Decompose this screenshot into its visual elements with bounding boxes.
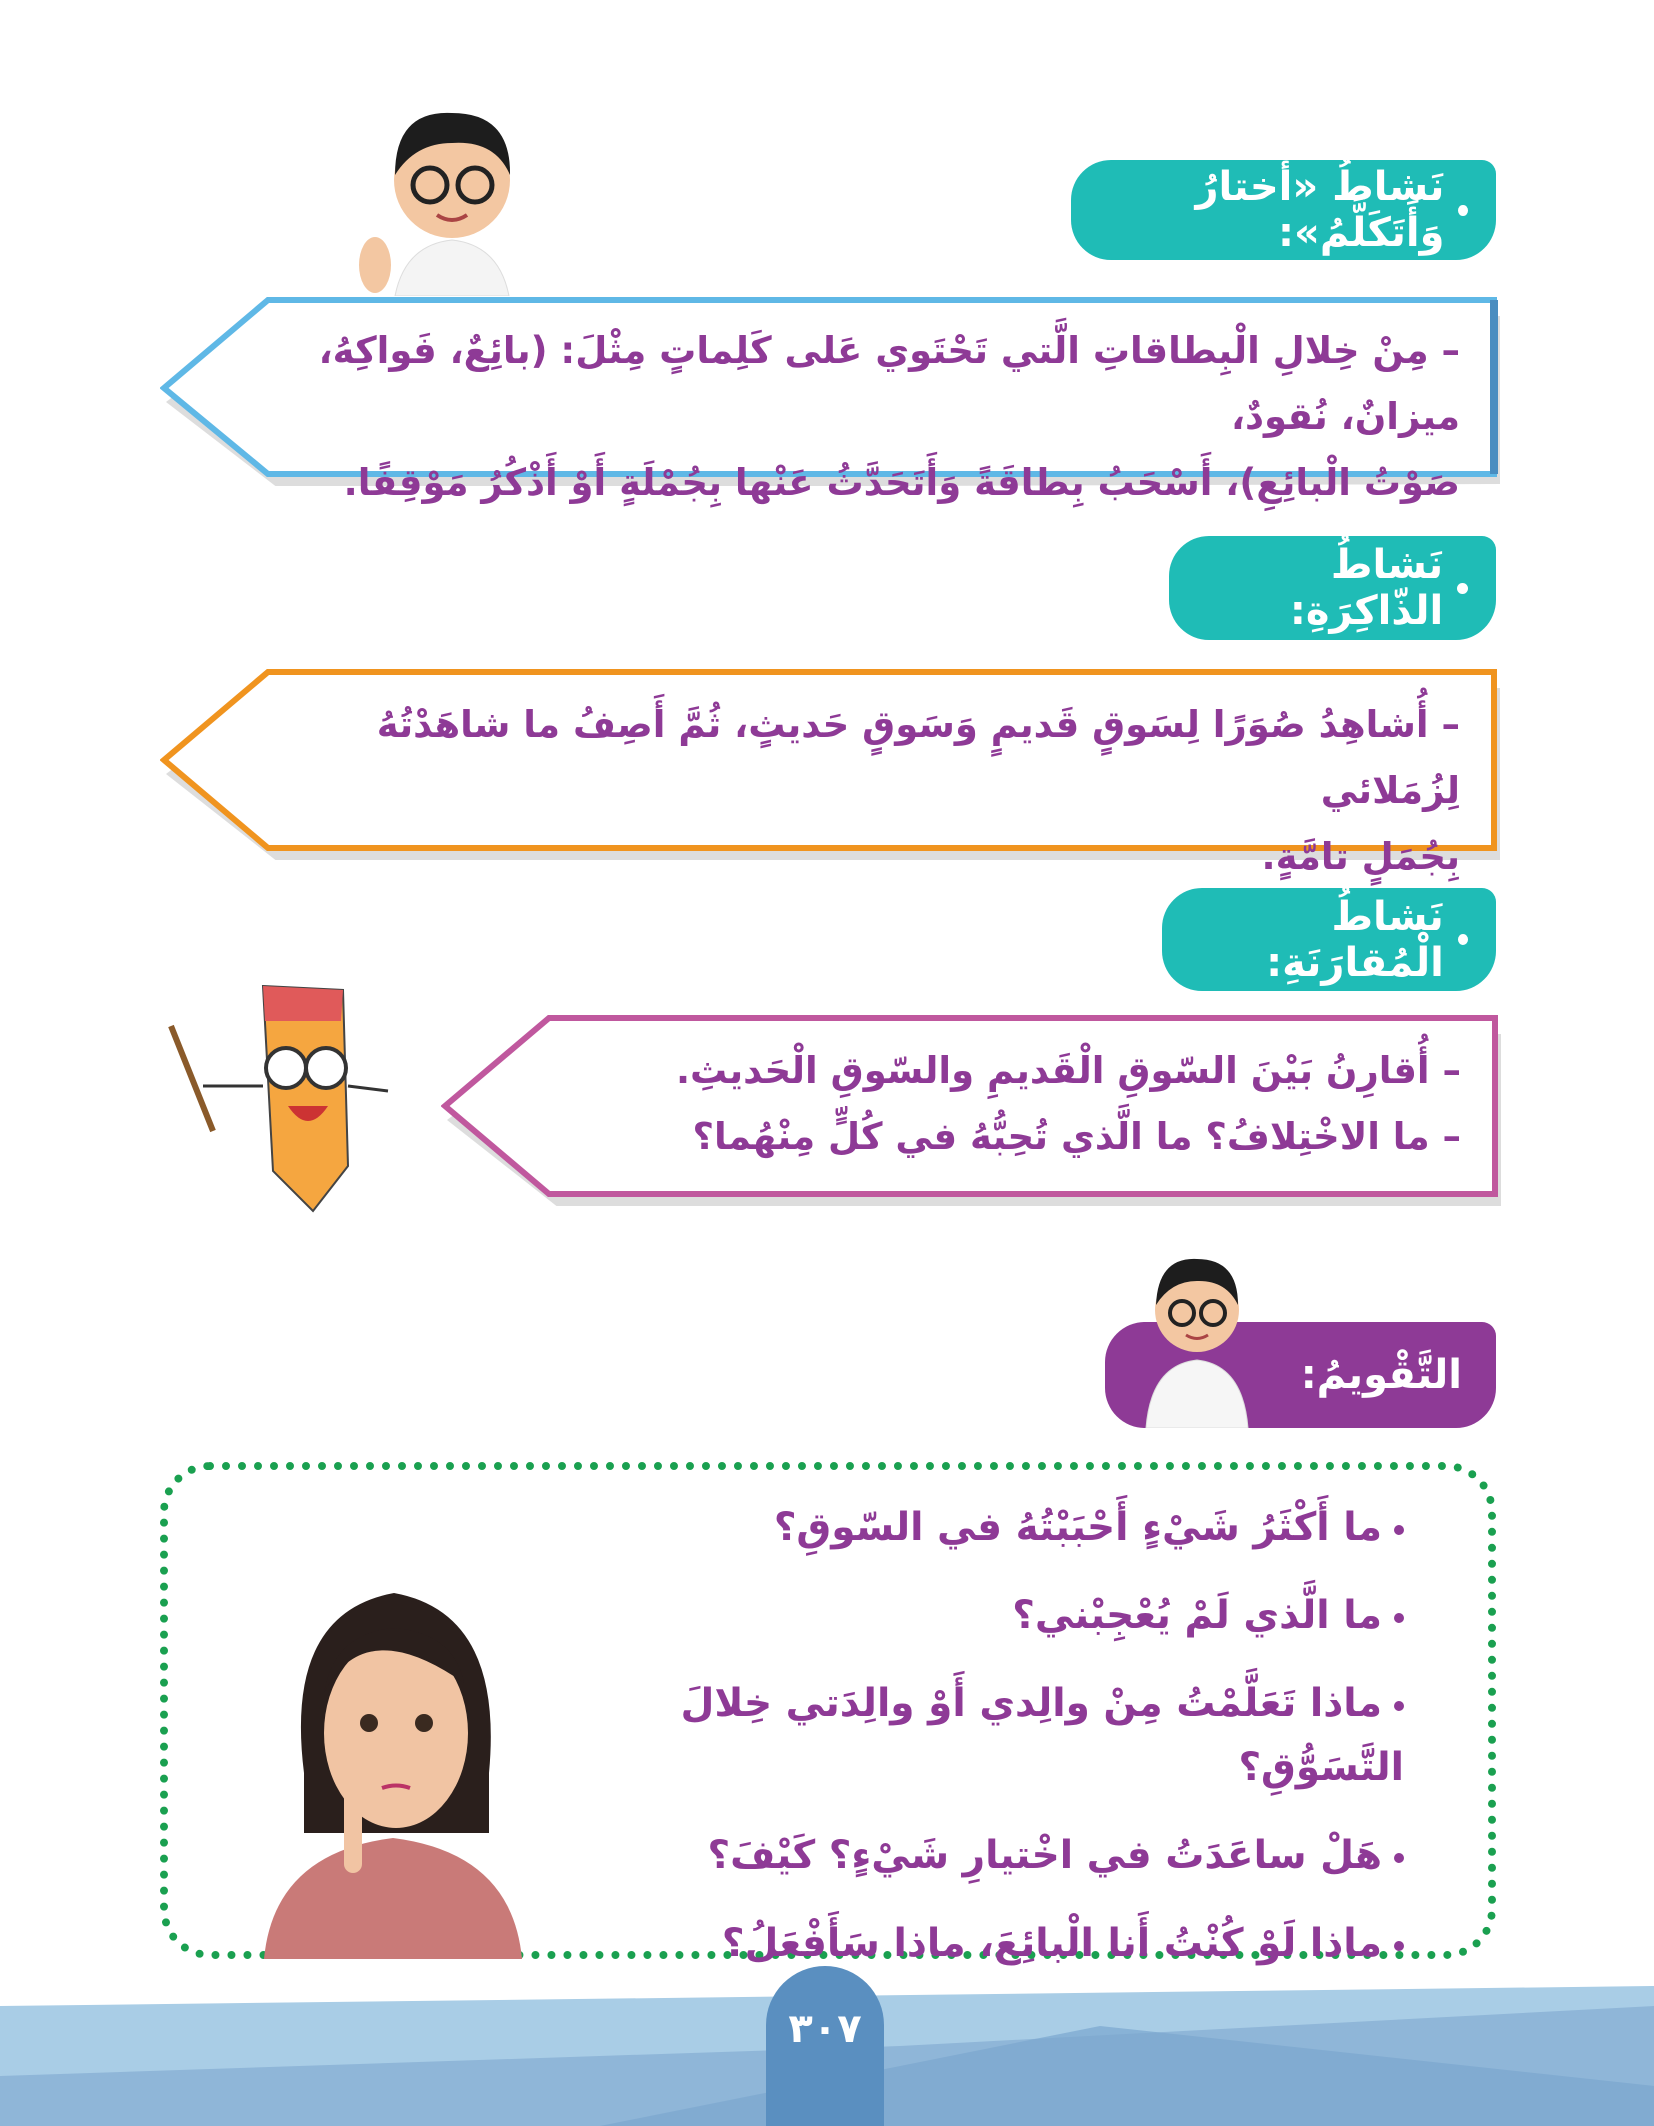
bullet-icon (1394, 1941, 1404, 1951)
pencil-illustration (163, 976, 407, 1214)
boy-illustration-small (1136, 1245, 1258, 1428)
boy-illustration (355, 95, 549, 296)
bullet-icon (1394, 1701, 1404, 1711)
bullet-icon (1458, 934, 1468, 945)
page-number: ٣٠٧ (788, 2006, 862, 2052)
bullet-icon (1394, 1853, 1404, 1863)
activity-line: – ما الاخْتِلافُ؟ ما الَّذي تُحِبُّهُ في كُلٍّ مِنْهُما؟ (692, 1115, 1461, 1158)
question-item: ماذا تَعَلَّمْتُ مِنْ والِدي أَوْ والِدَتي خِلالَ التَّسَوُّقِ؟ (680, 1681, 1404, 1790)
question-item: ماذا لَوْ كُنْتُ أَنا الْبائِعَ، ماذا سَأَفْعَلُ؟ (504, 1912, 1404, 1976)
activity-title-choose-speak: نَشاطُ «أَختارُ وَأَتَكَلَّمُ»: (1071, 160, 1496, 260)
question-item: هَلْ ساعَدَتُ في اخْتيارِ شَيْءٍ؟ كَيْفَ؟ (504, 1824, 1404, 1888)
activity-title-memory: نَشاطُ الذّاكِرَةِ: (1169, 536, 1496, 640)
page-number-badge (766, 1966, 884, 2126)
evaluation-questions (504, 1496, 1404, 2000)
bullet-icon (1457, 583, 1468, 594)
activity-line: – أُشاهِدُ صُوَرًا لِسَوقٍ قَديمٍ وَسَوقٍ حَديثٍ، ثُمَّ أَصِفُ ما شاهَدْتُهُ لِزُمَلائي (376, 703, 1460, 812)
question-item: ما الَّذي لَمْ يُعْجِبْني؟ (504, 1584, 1404, 1648)
activity-box-choose-speak (160, 296, 1500, 504)
bullet-icon (1394, 1613, 1404, 1623)
bullet-icon (1458, 205, 1468, 216)
question-item: ما أَكْثَرُ شَيْءٍ أَحْبَبْتُهُ في السّوقِ؟ (504, 1496, 1404, 1560)
activity-line: – أُقارِنُ بَيْنَ السّوقِ الْقَديمِ والسّوقِ الْحَديثِ. (676, 1049, 1461, 1092)
activity-title-comparison: نَشاطُ الْمُقارَنَةِ: (1162, 888, 1496, 991)
activity-line: صَوْتُ الْبائِعِ)، أَسْحَبُ بِطاقَةً وَأَتَحَدَّثُ عَنْها بِجُمْلَةٍ أَوْ أَذْكُرُ مَوْقِفًا. (343, 461, 1460, 504)
bullet-icon (1394, 1525, 1404, 1535)
activity-box-comparison (441, 1014, 1501, 1206)
activity-box-memory (160, 668, 1500, 878)
girl-illustration (264, 1573, 522, 1959)
evaluation-title: التَّقْويمُ: (1105, 1322, 1496, 1428)
activity-line: – مِنْ خِلالِ الْبِطاقاتِ الَّتي تَحْتَوي عَلى كَلِماتٍ مِثْلَ: (بائِعٌ، فَواكِهُ، ميزانٌ، نُقودٌ، (318, 329, 1460, 438)
activity-line: بِجُمَلٍ تامَّةٍ. (1261, 835, 1460, 878)
